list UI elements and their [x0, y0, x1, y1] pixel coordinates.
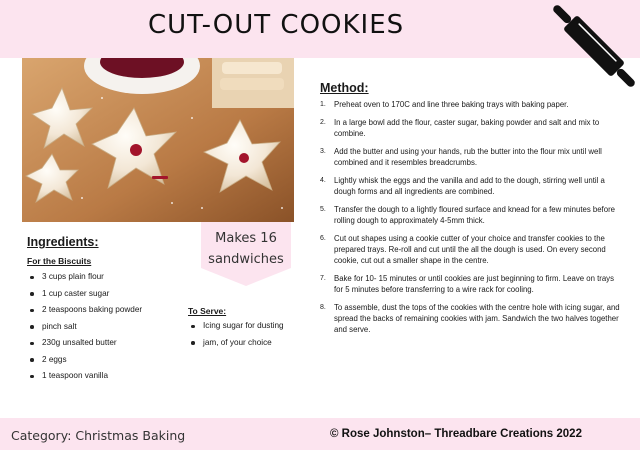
list-item: jam, of your choice: [190, 338, 290, 349]
list-item: 2 teaspoons baking powder: [29, 305, 194, 322]
header-banner: [0, 0, 640, 58]
makes-unit: sandwiches: [208, 252, 284, 267]
list-item: 4. Lightly whisk the eggs and the vanilla and add to the dough, stirring well until a dough forms and all ingredients are combined.: [320, 176, 605, 196]
list-item: 230g unsalted butter: [29, 338, 194, 355]
list-item: 2. In a large bowl add the flour, caster sugar, baking powder and salt and mix to combine.: [320, 118, 600, 138]
ingredients-heading: Ingredients:: [27, 235, 99, 249]
step-text: Cut out shapes using a cookie cutter of your choice and transfer cookies to the prepared trays. Re-roll and cut until the all the dough is used. On every second cookie, cut out a smaller shape in the centre.: [334, 234, 606, 265]
step-text: Bake for 10- 15 minutes or until cookies are just beginning to firm. Leave on trays for 5 minutes before transferring to a wire rack for cooling.: [334, 274, 614, 294]
cookies-photo: [22, 58, 294, 222]
biscuits-subheading: For the Biscuits: [27, 256, 92, 266]
list-item: 8. To assemble, dust the tops of the cookies with the centre hole with icing sugar, and spread the backs of remaining cookies with jam. Sandwich the two halves together and serve.: [320, 303, 620, 334]
copyright-text: © Rose Johnston– Threadbare Creations 2022: [330, 428, 582, 440]
makes-badge: [201, 222, 291, 286]
footer-banner: [0, 418, 640, 450]
list-item: 2 eggs: [29, 355, 194, 372]
makes-text: [201, 228, 291, 270]
biscuit-ingredient-list: [29, 272, 194, 388]
list-item: Icing sugar for dusting: [190, 321, 290, 332]
list-item: 1 teaspoon vanilla: [29, 371, 194, 388]
list-item: 3 cups plain flour: [29, 272, 194, 289]
recipe-title: CUT-OUT COOKIES: [148, 10, 405, 40]
list-item: 1 cup caster sugar: [29, 289, 194, 306]
list-item: 6. Cut out shapes using a cookie cutter of your choice and transfer cookies to the prepared trays. Re-roll and cut until the all the dough is used. On every second cookie, cut out a smaller shape in the centre.: [320, 234, 606, 265]
makes-count: Makes 16: [215, 231, 277, 246]
step-text: Transfer the dough to a lightly floured surface and knead for a few minutes before rolling dough to approximately 4-5mm thick.: [334, 205, 615, 225]
method-heading: Method:: [320, 81, 369, 95]
step-text: To assemble, dust the tops of the cookies with the centre hole with icing sugar, and spread the backs of remaining cookies with jam. Sandwich the two halves together and serve.: [334, 303, 620, 334]
list-item: 7. Bake for 10- 15 minutes or until cookies are just beginning to firm. Leave on trays for 5 minutes before transferring to a wire rack for cooling.: [320, 274, 614, 294]
step-text: Lightly whisk the eggs and the vanilla and add to the dough, stirring well until a dough forms and all ingredients are combined.: [334, 176, 605, 196]
list-item: pinch salt: [29, 322, 194, 339]
list-item: 1. Preheat oven to 170C and line three baking trays with baking paper.: [320, 100, 569, 109]
list-item: 5. Transfer the dough to a lightly floured surface and knead for a few minutes before rolling dough to approximately 4-5mm thick.: [320, 205, 615, 225]
category-label: Category: Christmas Baking: [11, 428, 186, 443]
rolling-pin-icon: [548, 0, 640, 92]
step-text: In a large bowl add the flour, caster sugar, baking powder and salt and mix to combine.: [334, 118, 600, 138]
serve-list: [190, 321, 290, 354]
step-text: Preheat oven to 170C and line three baking trays with baking paper.: [334, 100, 569, 109]
serve-subheading: To Serve:: [188, 306, 227, 316]
list-item: 3. Add the butter and using your hands, rub the butter into the flour mix until well combined and it resembles breadcrumbs.: [320, 147, 602, 167]
method-steps: [320, 99, 625, 342]
step-text: Add the butter and using your hands, rub the butter into the flour mix until well combined and it resembles breadcrumbs.: [334, 147, 602, 167]
